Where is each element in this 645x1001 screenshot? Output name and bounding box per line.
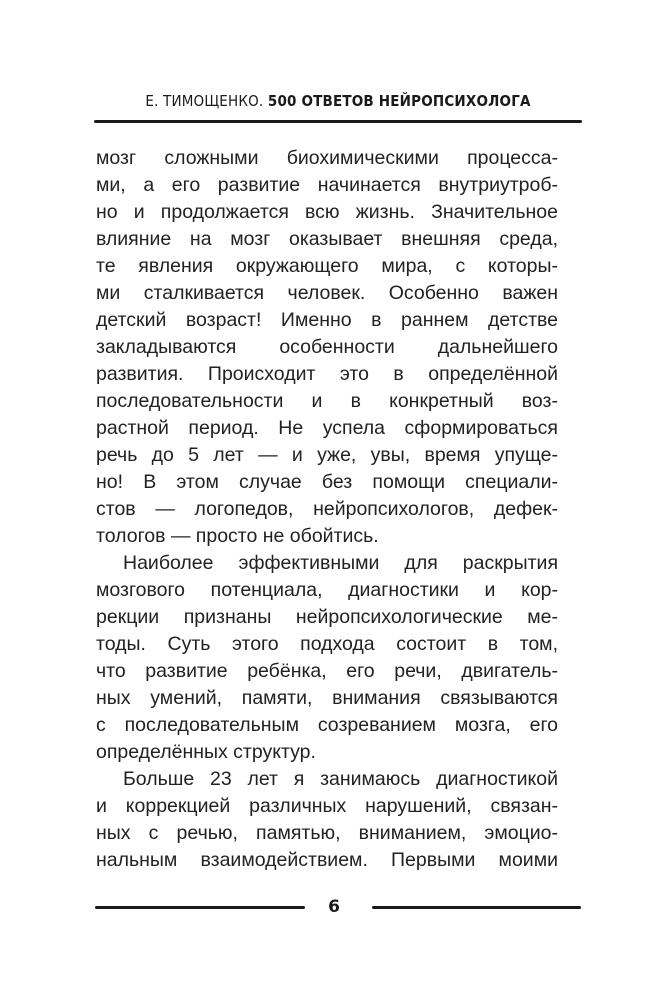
footer-rule-right — [372, 906, 581, 909]
text-line: и коррекцией различных нарушений, связан- — [96, 795, 558, 817]
footer-rule-left — [95, 906, 305, 909]
paragraph-start-line: Больше 23 лет я занимаюсь диагностикой — [123, 768, 558, 790]
text-line: последовательности и в конкретный воз- — [96, 390, 558, 412]
text-line: с последовательным созреванием мозга, его — [96, 714, 558, 736]
text-line: речь до 5 лет — и уже, увы, время упуще- — [96, 444, 558, 466]
text-line: тологов — просто не обойтись. — [96, 525, 379, 547]
paragraph-start-line: Наиболее эффективными для раскрытия — [123, 552, 558, 574]
running-head — [118, 92, 557, 116]
text-line: ных с речью, памятью, вниманием, эмоцио- — [96, 822, 558, 844]
body-text — [96, 145, 558, 874]
text-line: ных умений, памяти, внимания связываются — [96, 687, 558, 709]
running-head-author: Е. ТИМОЩЕНКО. — [145, 92, 264, 110]
text-line: но и продолжается всю жизнь. Значительное — [96, 201, 558, 223]
text-line: влияние на мозг оказывает внешняя среда, — [96, 228, 558, 250]
text-line: детский возраст! Именно в раннем детстве — [96, 309, 558, 331]
text-line: тоды. Суть этого подхода состоит в том, — [96, 633, 558, 655]
text-line: мозгового потенциала, диагностики и кор- — [96, 579, 558, 601]
text-line: рекции признаны нейропсихологические ме- — [96, 606, 558, 628]
text-line: определённых структур. — [96, 741, 316, 763]
text-line: стов — логопедов, нейропсихологов, дефек- — [96, 498, 558, 520]
text-line: закладываются особенности дальнейшего — [96, 336, 558, 358]
text-line: мозг сложными биохимическими процесса- — [96, 147, 558, 169]
text-line: что развитие ребёнка, его речи, двигатель- — [96, 660, 558, 682]
text-line: но! В этом случае без помощи специали- — [96, 471, 558, 493]
text-line: ми сталкивается человек. Особенно важен — [96, 282, 558, 304]
header-rule — [94, 120, 582, 123]
text-line: те явления окружающего мира, с которы- — [96, 255, 558, 277]
page-number: 6 — [328, 897, 340, 917]
text-line: нальным взаимодействием. Первыми моими — [96, 849, 558, 871]
text-line: ми, а его развитие начинается внутриутроб- — [96, 174, 558, 196]
running-head-title: 500 ОТВЕТОВ НЕЙРОПСИХОЛОГА — [267, 92, 531, 110]
text-line: растной период. Не успела сформироваться — [96, 417, 558, 439]
text-line: развития. Происходит это в определённой — [96, 363, 558, 385]
